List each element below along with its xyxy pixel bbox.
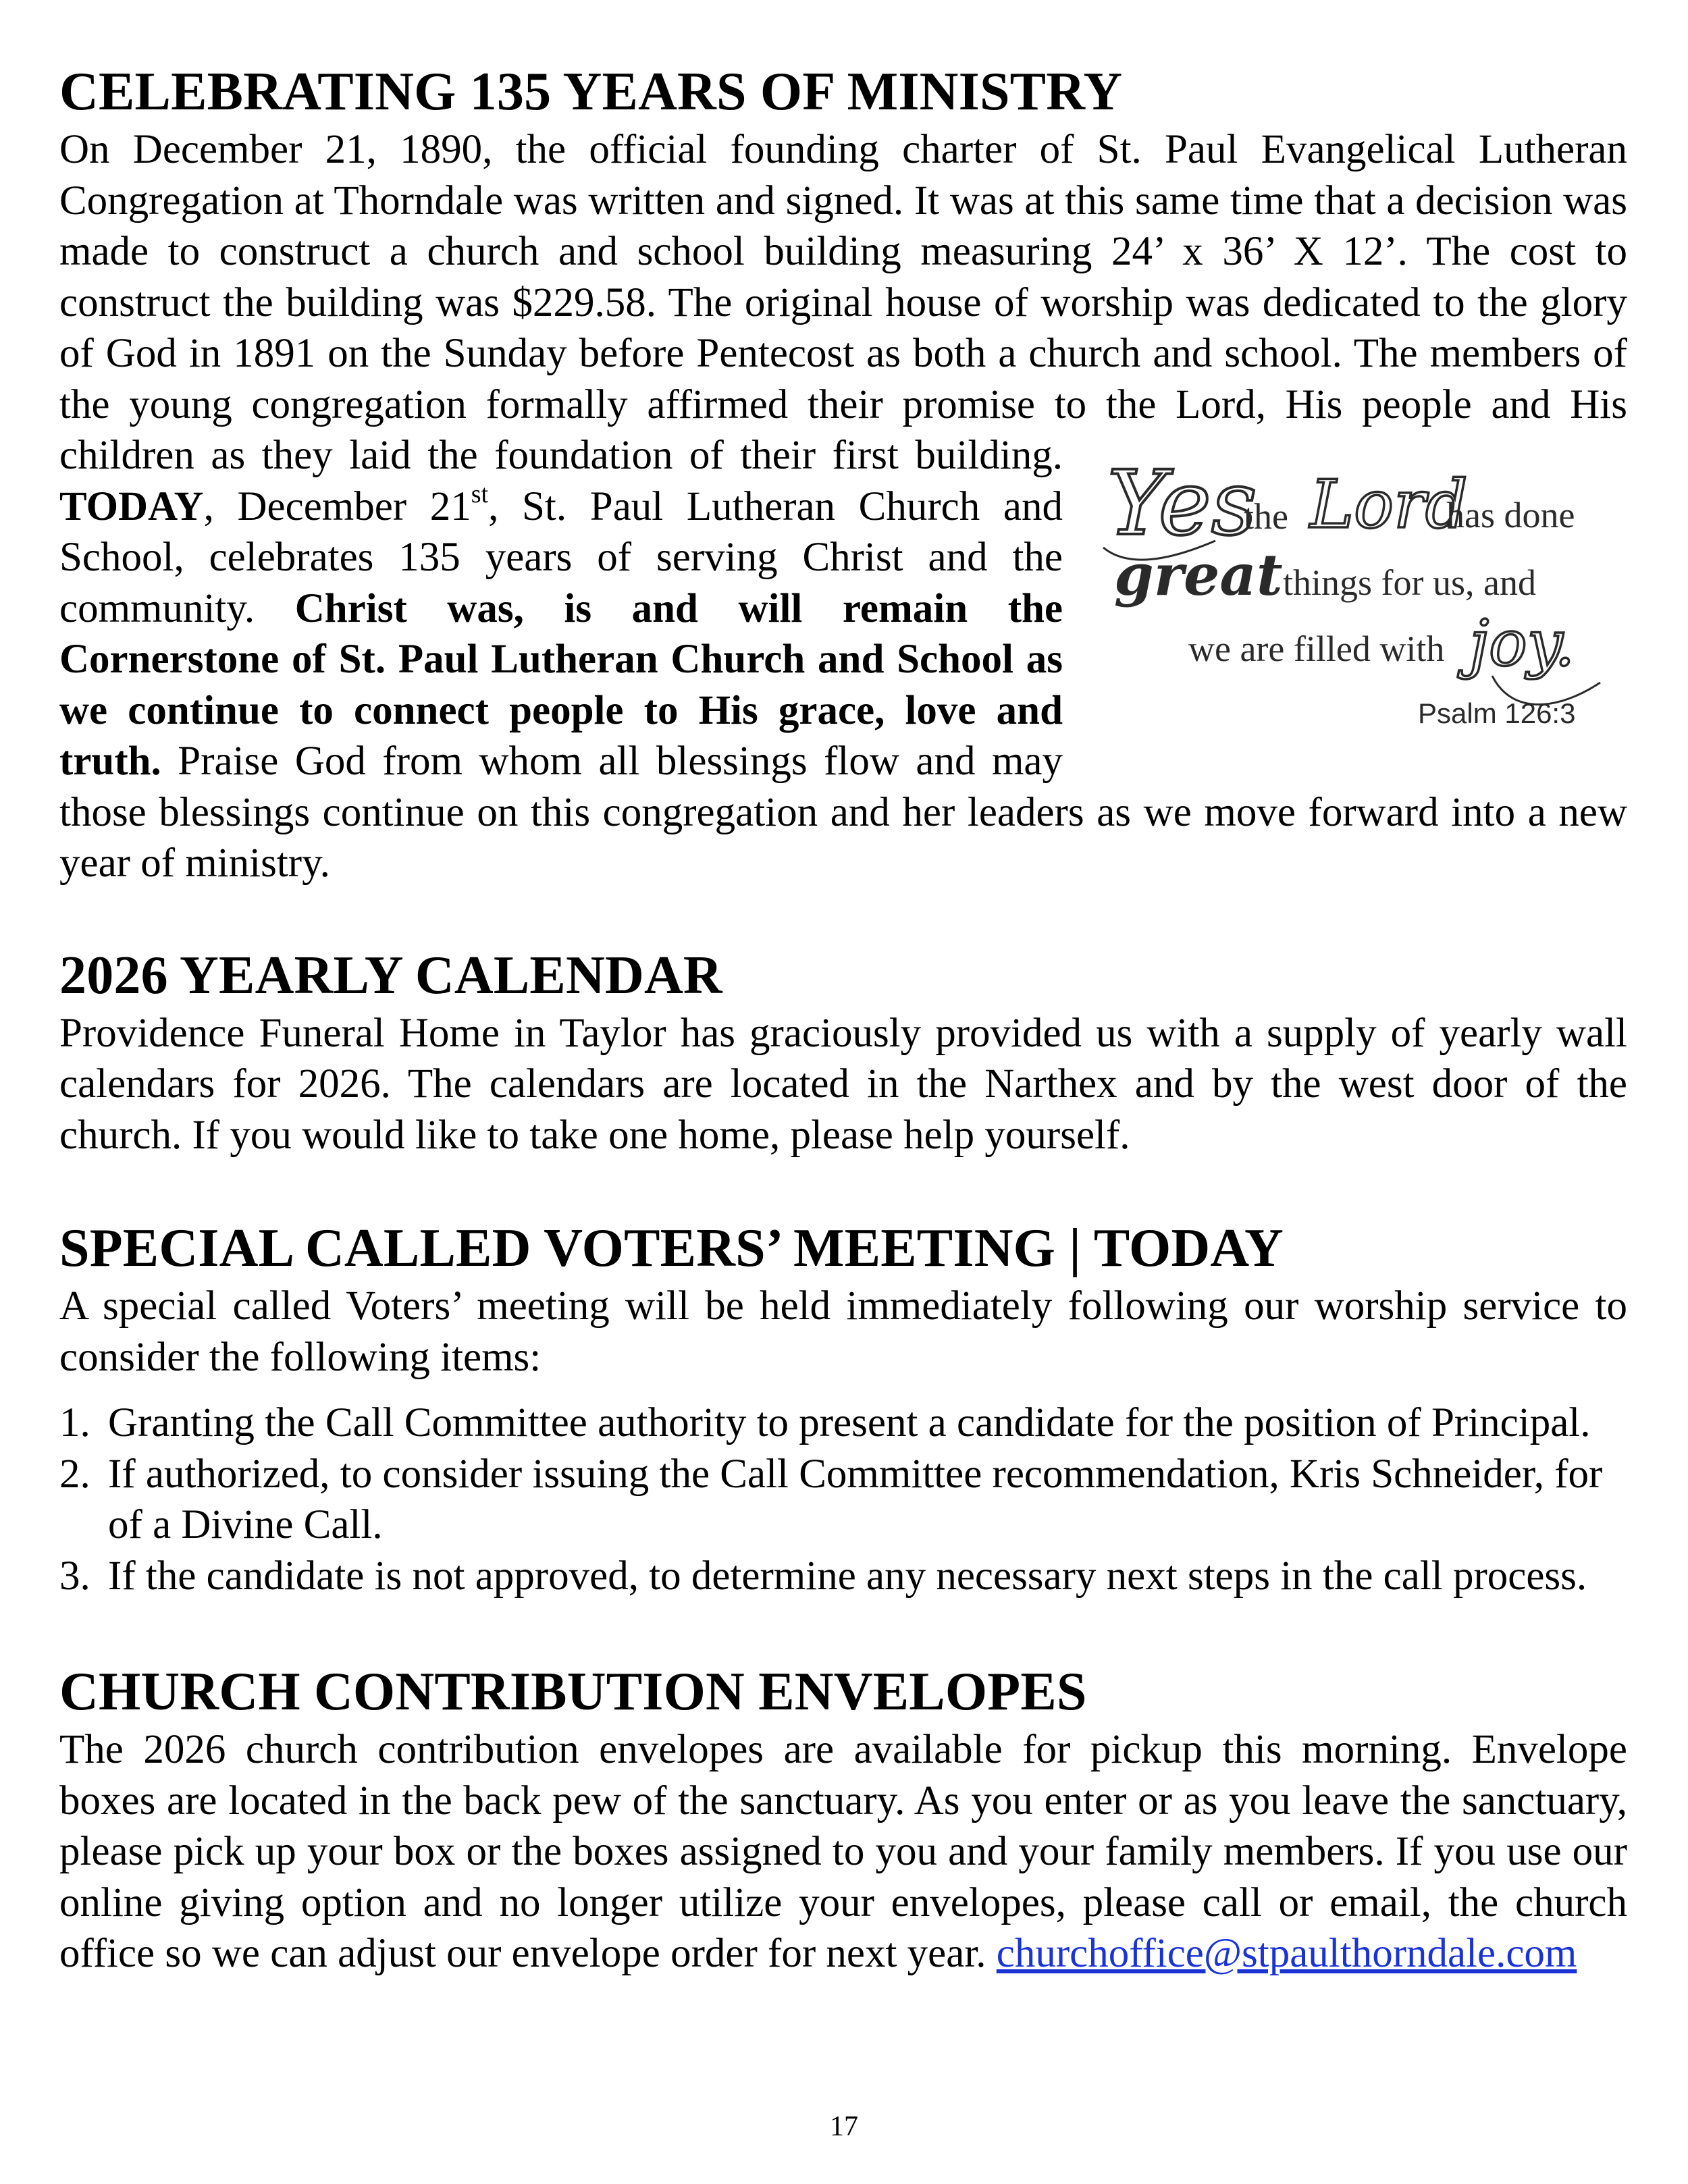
list-item-text: If the candidate is not approved, to determine any necessary next steps in the call process.: [108, 1553, 1587, 1599]
envelopes-section: [59, 1659, 1627, 1979]
verse-word-the: the: [1244, 496, 1288, 537]
section-heading: CHURCH CONTRIBUTION ENVELOPES: [59, 1662, 1087, 1722]
section-heading: CELEBRATING 135 YEARS OF MINISTRY: [59, 62, 1123, 122]
cornerstone-statement: Christ was, is and will remain the Cornerstone of St. Paul Lutheran Church and School as we continue to connect people to His grace, love and truth.: [59, 585, 1063, 784]
voters-meeting-section: [59, 1216, 1627, 1601]
blessing-text: Praise God from whom all blessings flow and may those blessings continue on this congregation and her leaders as we move forward into a new year of ministry.: [59, 739, 1627, 886]
verse-words-filled: we are filled with: [1188, 629, 1445, 669]
verse-word-great: great: [1114, 541, 1283, 608]
page-content: [59, 59, 1627, 1979]
section-spacer: [59, 889, 1627, 943]
list-item-text: Granting the Call Committee authority to present a candidate for the position of Principal.: [108, 1400, 1591, 1445]
list-item: [59, 1551, 1627, 1602]
church-office-email-link[interactable]: churchoffice@stpaulthorndale.com: [996, 1931, 1577, 1976]
psalm-verse-image: [1087, 433, 1627, 743]
calendar-section: [59, 943, 1627, 1161]
list-item: [59, 1397, 1627, 1449]
anniversary-paragraph: [59, 124, 1627, 889]
calendar-paragraph: Providence Funeral Home in Taylor has graciously provided us with a supply of yearly wall calendars for 2026. The calendars are located in the Narthex and by the west door of the church. If you would like to take one home, please help yourself.: [59, 1010, 1627, 1158]
list-item-text: If authorized, to consider issuing the Call Committee recommendation, Kris Schneider, for of a Divine Call.: [108, 1451, 1603, 1547]
date-ordinal-suffix: st: [471, 480, 489, 509]
list-item-number: 1.: [59, 1400, 90, 1445]
anniversary-section: [59, 59, 1627, 889]
list-item-number: 3.: [59, 1553, 90, 1599]
verse-word-yes: Yes: [1107, 452, 1257, 556]
verse-reference: Psalm 126:3: [1418, 697, 1576, 729]
verse-words-has-done: has done: [1446, 495, 1575, 535]
section-heading: 2026 YEARLY CALENDAR: [59, 945, 722, 1005]
envelopes-paragraph: [59, 1724, 1627, 1979]
history-text: On December 21, 1890, the official founding charter of St. Paul Evangelical Lutheran Congregation at Thorndale was written and signed. It was at this same time that a decision was made to construct a church and school building measuring 24’ x 36’ X 12’. The cost to construct the building was $229.58. The original house of worship was dedicated to the glory of God in 1891 on the Sunday before Pentecost as both a church and school. The members of the young congregation formally affirmed their promise to the Lord, His people and His children as they laid the foundation of their first building.: [59, 127, 1627, 478]
verse-words-things: things for us, and: [1283, 562, 1536, 603]
today-label: TODAY: [59, 483, 204, 529]
section-spacer: [59, 1161, 1627, 1216]
voters-intro-paragraph: A special called Voters’ meeting will be held immediately following our worship service to consider the following items:: [59, 1283, 1627, 1380]
verse-word-lord: Lord: [1310, 467, 1468, 543]
verse-word-joy: joy.: [1469, 607, 1575, 681]
today-date-text: , December 21: [203, 483, 471, 529]
section-heading: SPECIAL CALLED VOTERS’ MEETING | TODAY: [59, 1219, 1284, 1278]
page-number: 17: [830, 2111, 858, 2142]
celebration-text: , St. Paul Lutheran Church and School, celebrates 135 years of serving Christ and the community.: [59, 483, 1063, 631]
list-item: [59, 1449, 1627, 1551]
list-item-number: 2.: [59, 1451, 90, 1497]
section-spacer: [59, 1601, 1627, 1659]
agenda-list: [59, 1397, 1627, 1601]
envelopes-text: The 2026 church contribution envelopes are available for pickup this morning. Envelope boxes are located in the back pew of the sanctuary. As you enter or as you leave the sanctuary, please pick up your box or the boxes assigned to you and your family members. If you use our online giving option and no longer utilize your envelopes, please call or email, the church office so we can adjust our envelope order for next year.: [59, 1727, 1627, 1976]
